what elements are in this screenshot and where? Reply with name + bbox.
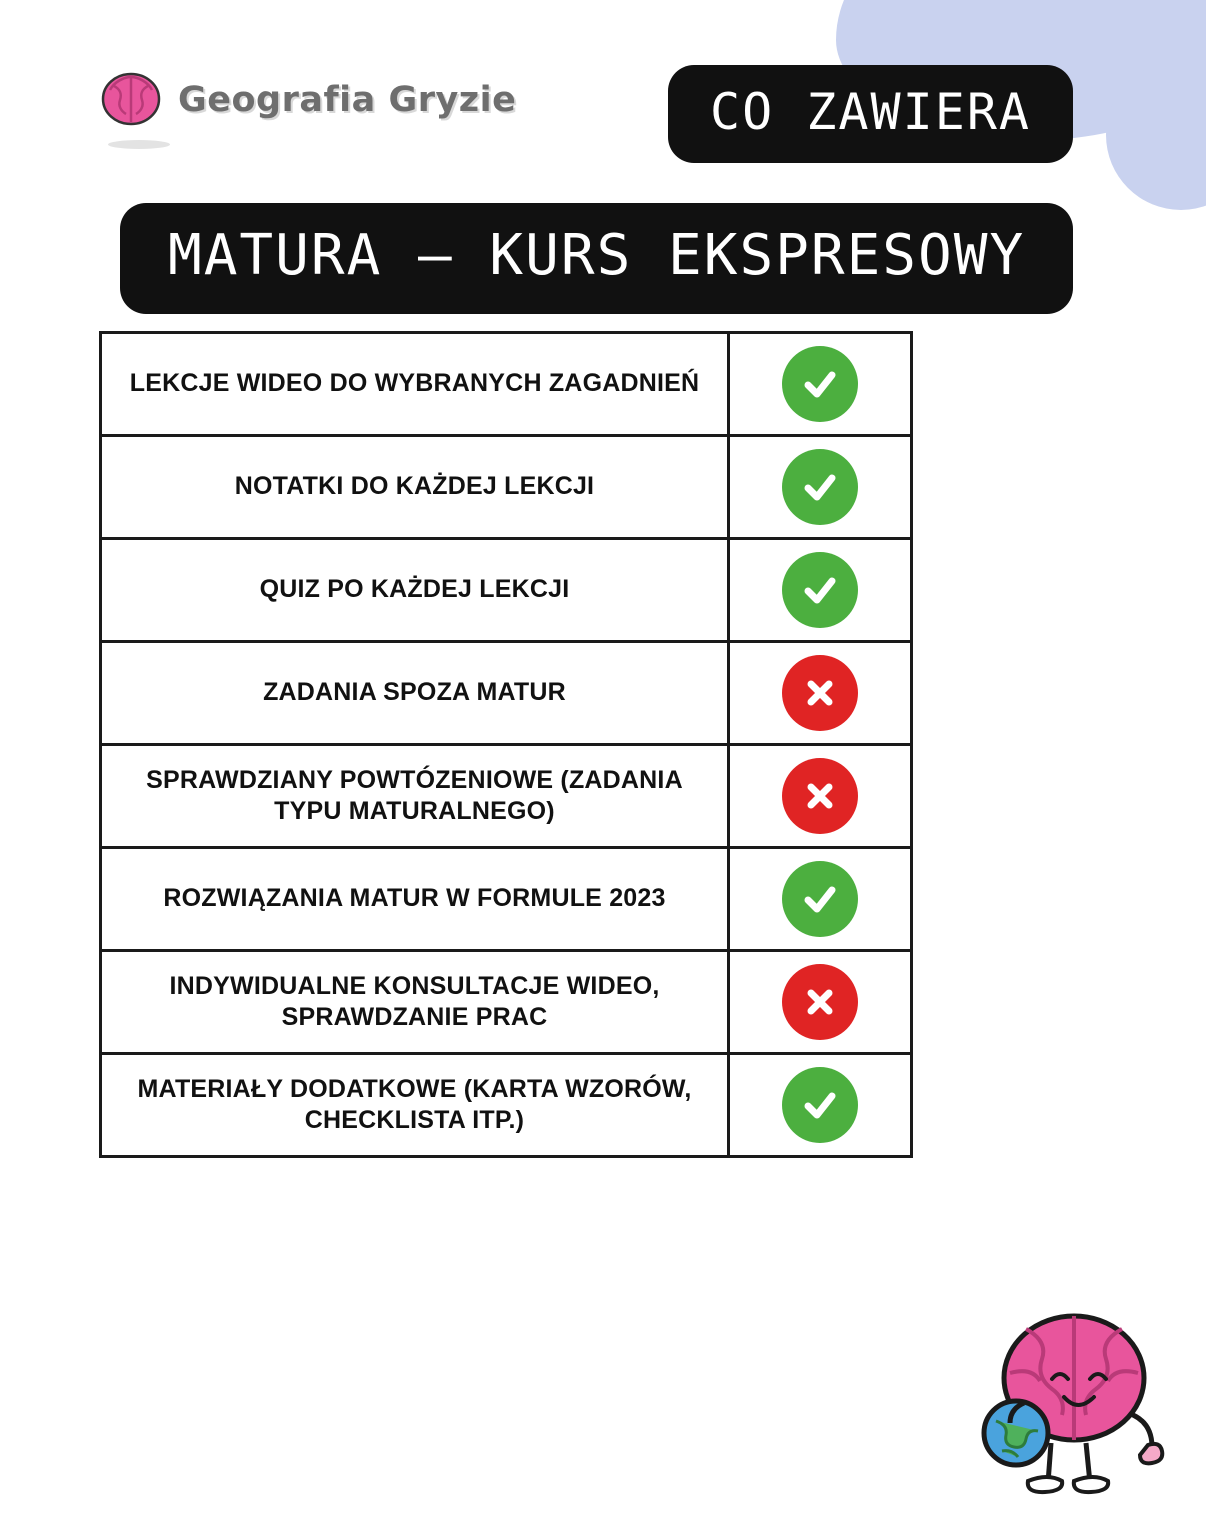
cross-circle-icon xyxy=(782,655,858,731)
feature-status xyxy=(730,849,910,949)
feature-status xyxy=(730,540,910,640)
feature-label: MATERIAŁY DODATKOWE (KARTA WZORÓW, CHECKLISTA ITP.) xyxy=(102,1055,730,1155)
feature-status xyxy=(730,334,910,434)
cross-circle-icon xyxy=(782,964,858,1040)
brand-name: Geografia Gryzie xyxy=(178,80,517,120)
table-row xyxy=(102,952,910,1055)
feature-label: SPRAWDZIANY POWTÓZENIOWE (ZADANIA TYPU MATURALNEGO) xyxy=(102,746,730,846)
feature-label: ROZWIĄZANIA MATUR W FORMULE 2023 xyxy=(102,849,730,949)
feature-label: QUIZ PO KAŻDEJ LEKCJI xyxy=(102,540,730,640)
brand xyxy=(100,72,516,128)
table-row xyxy=(102,334,910,437)
brain-character-with-globe-icon xyxy=(956,1293,1186,1508)
check-circle-icon xyxy=(782,346,858,422)
table-row xyxy=(102,643,910,746)
check-circle-icon xyxy=(782,861,858,937)
table-row xyxy=(102,1055,910,1155)
table-row xyxy=(102,437,910,540)
feature-status xyxy=(730,1055,910,1155)
eyebrow-badge: CO ZAWIERA xyxy=(668,65,1073,163)
feature-status xyxy=(730,437,910,537)
feature-status xyxy=(730,952,910,1052)
feature-status xyxy=(730,643,910,743)
brain-icon xyxy=(100,72,162,128)
feature-label: INDYWIDUALNE KONSULTACJE WIDEO, SPRAWDZANIE PRAC xyxy=(102,952,730,1052)
feature-status xyxy=(730,746,910,846)
check-circle-icon xyxy=(782,552,858,628)
feature-label: ZADANIA SPOZA MATUR xyxy=(102,643,730,743)
table-row xyxy=(102,746,910,849)
page-title: MATURA – KURS EKSPRESOWY xyxy=(120,203,1073,314)
features-table xyxy=(99,331,913,1158)
check-circle-icon xyxy=(782,1067,858,1143)
cross-circle-icon xyxy=(782,758,858,834)
feature-label: LEKCJE WIDEO DO WYBRANYCH ZAGADNIEŃ xyxy=(102,334,730,434)
table-row xyxy=(102,540,910,643)
table-row xyxy=(102,849,910,952)
check-circle-icon xyxy=(782,449,858,525)
feature-label: NOTATKI DO KAŻDEJ LEKCJI xyxy=(102,437,730,537)
brand-logo-shadow xyxy=(108,140,170,149)
